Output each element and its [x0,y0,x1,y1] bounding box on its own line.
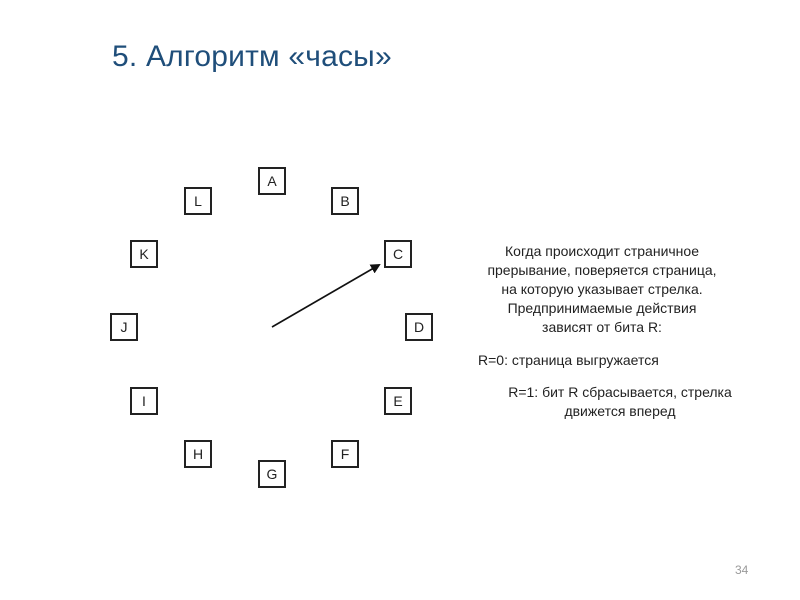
page-box-f: F [331,440,359,468]
page-box-e: E [384,387,412,415]
rule-r1-line: движется вперед [564,403,676,419]
rule-r0: R=0: страница выгружается [478,352,659,368]
rule-r1-line: R=1: бит R сбрасывается, стрелка [508,384,732,400]
description-line: Предпринимаемые действия [507,300,697,316]
slide-number: 34 [735,563,749,577]
page-box-l: L [184,187,212,215]
page-box-h: H [184,440,212,468]
page-box-a: A [258,167,286,195]
page-box-g: G [258,460,286,488]
page-box-c: C [384,240,412,268]
description-line: прерывание, поверяется страница, [487,262,717,278]
page-box-i: I [130,387,158,415]
description-line: зависят от бита R: [542,319,662,335]
page-box-k: K [130,240,158,268]
description-line: Когда происходит страничное [505,243,699,259]
description-text [452,242,752,337]
slide-title: 5. Алгоритм «часы» [112,40,392,73]
page-box-j: J [110,313,138,341]
rule-r1 [470,383,770,421]
description-line: на которую указывает стрелка. [501,281,703,297]
page-box-b: B [331,187,359,215]
page-box-d: D [405,313,433,341]
